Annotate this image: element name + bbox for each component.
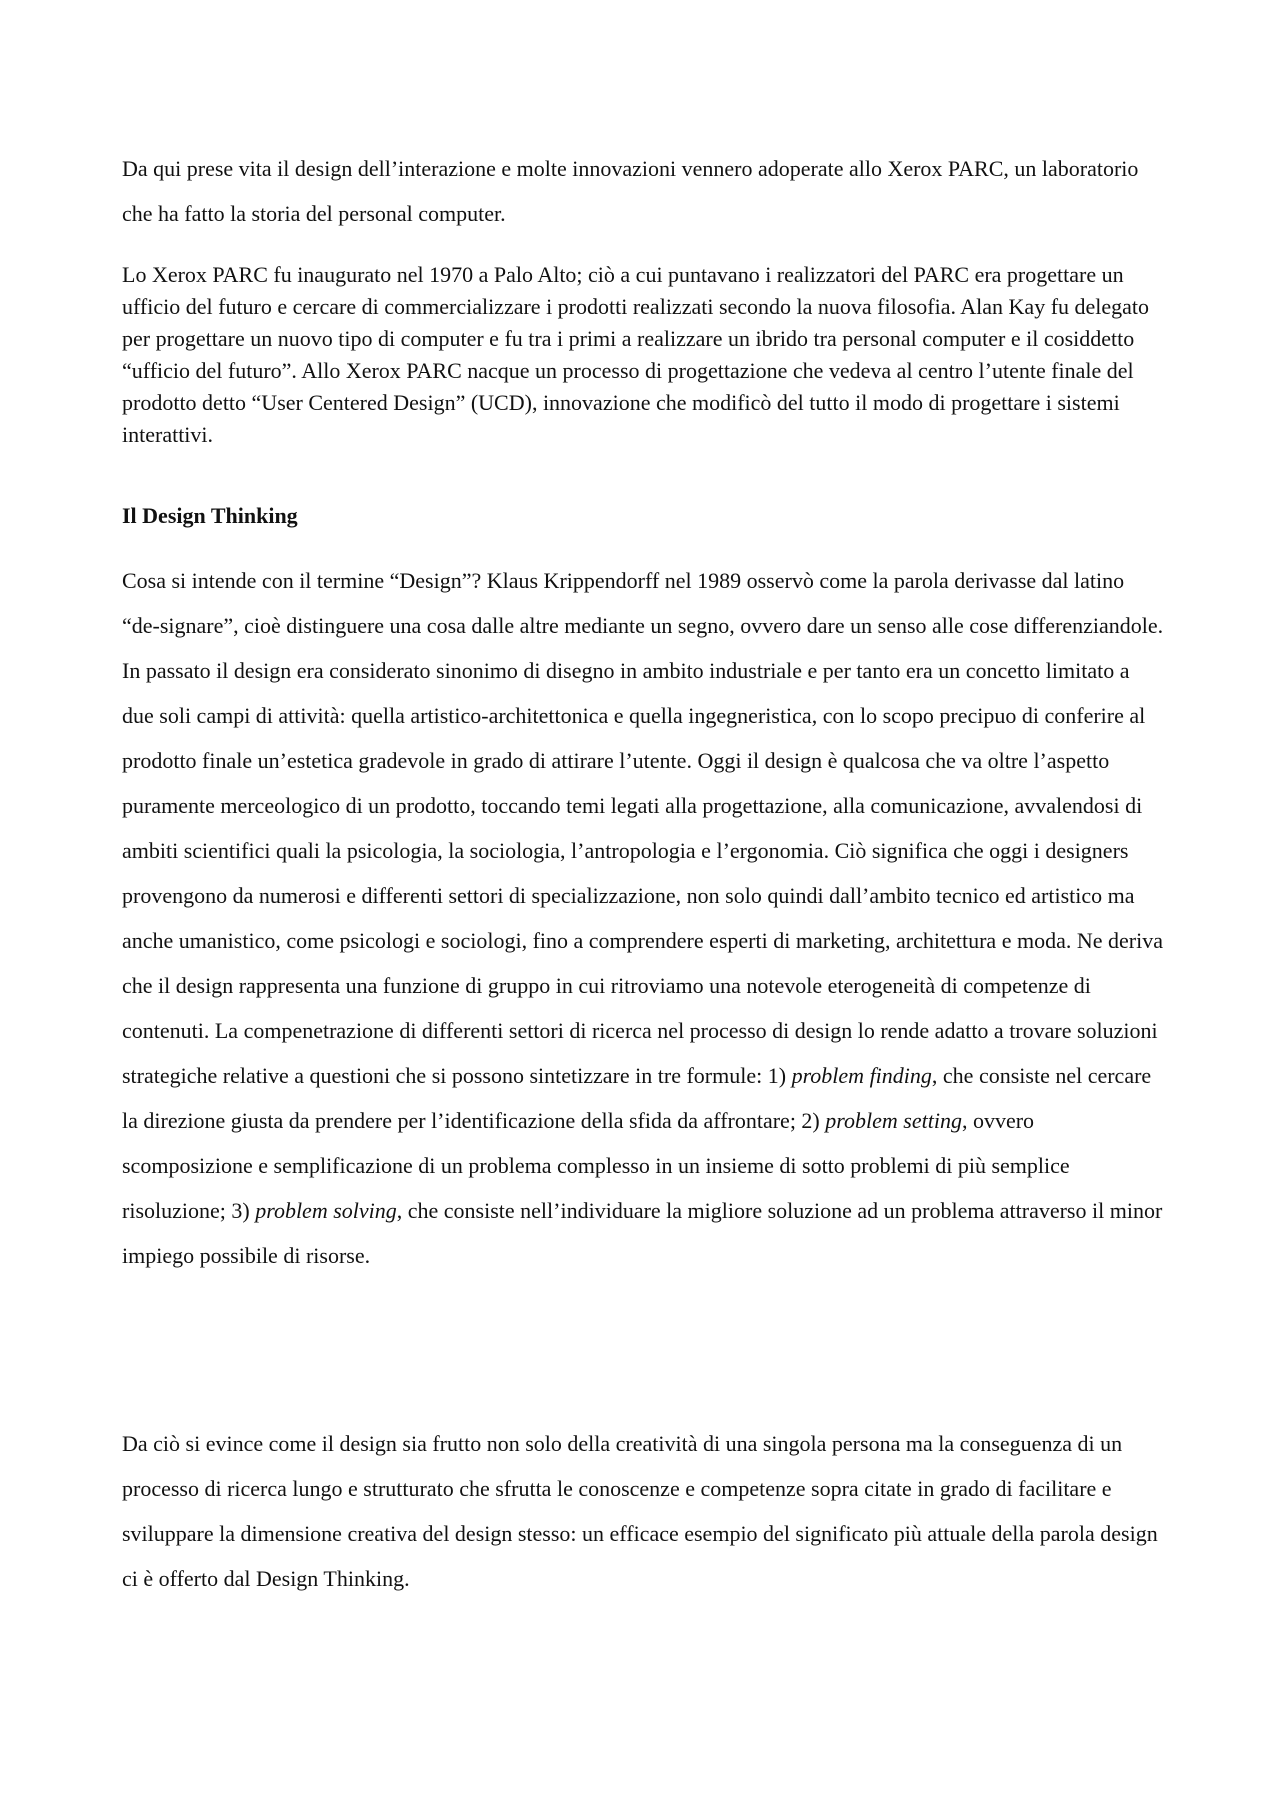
paragraph-text: Cosa si intende con il termine “Design”? Klaus Krippendorff nel 1989 osservò come la parola derivasse dal latino “de-signare”, cioè distinguere una cosa dalle altre mediante un segno, ovvero dare un senso alle cose differenziandole. In passato il design era considerato sinonimo di disegno in ambito industriale e per tanto era un concetto limitato a due soli campi di attività: quella artistico-architettonica e quella ingegneristica, con lo scopo precipuo di conferire al prodotto finale un’estetica gradevole in grado di attirare l’utente. Oggi il design è qualcosa che va oltre l’aspetto puramente merceologico di un prodotto, toccando temi legati alla progettazione, alla comunicazione, avvalendosi di ambiti scientifici quali la psicologia, la sociologia, l’antropologia e l’ergonomia. Ciò significa che oggi i designers provengono da numerosi e differenti settori di specializzazione, non solo quindi dall’ambito tecnico ed artistico ma anche umanistico, come psicologi e sociologi, fino a comprendere esperti di marketing, architettura e moda. Ne deriva che il design rappresenta una funzione di gruppo in cui ritroviamo una notevole eterogeneità di competenze di contenuti. La compenetrazione di differenti settori di ricerca nel processo di design lo rende adatto a trovare soluzioni strategiche relative a questioni che si possono sintetizzare in tre formule: 1) (122, 568, 1164, 1088)
paragraph-text: , che consiste nell’individuare la migliore soluzione ad un problema attraverso il minor impiego possibile di risorse. (122, 1198, 1163, 1268)
paragraph-xerox-parc: Lo Xerox PARC fu inaugurato nel 1970 a Palo Alto; ciò a cui puntavano i realizzatori del PARC era progettare un ufficio del futuro e cercare di commercializzare i prodotti realizzati secondo la nuova filosofia. Alan Kay fu delegato per progettare un nuovo tipo di computer e fu tra i primi a realizzare un ibrido tra personal computer e il cosiddetto “ufficio del futuro”. Allo Xerox PARC nacque un processo di progettazione che vedeva al centro l’utente finale del prodotto detto “User Centered Design” (UCD), innovazione che modificò del tutto il modo di progettare i sistemi interattivi. (122, 262, 1150, 447)
emphasis-problem-setting: problem setting (825, 1108, 962, 1133)
paragraph-text: , ovvero scomposizione e semplificazione di un problema complesso in un insieme di sotto problemi di più semplice risoluzione; 3) (122, 1108, 1070, 1223)
paragraph-design-conclusion: Da ciò si evince come il design sia frutto non solo della creatività di una singola persona ma la conseguenza di un processo di ricerca lungo e strutturato che sfrutta le conoscenze e competenze sopra citate in grado di facilitare e sviluppare la dimensione creativa del design stesso: un efficace esempio del significato più attuale della parola design ci è offerto dal Design Thinking. (122, 1431, 1158, 1591)
emphasis-problem-finding: problem finding (791, 1063, 932, 1088)
paragraph-text: , che consiste nel cercare la direzione giusta da prendere per l’identificazione della sfida da affrontare; 2) (122, 1063, 1152, 1133)
emphasis-problem-solving: problem solving (255, 1198, 397, 1223)
paragraph-xerox-intro: Da qui prese vita il design dell’interazione e molte innovazioni vennero adoperate allo Xerox PARC, un laboratorio che ha fatto la storia del personal computer. (122, 156, 1139, 226)
paragraph-design-definition (122, 558, 1165, 1278)
section-heading: Il Design Thinking (122, 503, 298, 528)
